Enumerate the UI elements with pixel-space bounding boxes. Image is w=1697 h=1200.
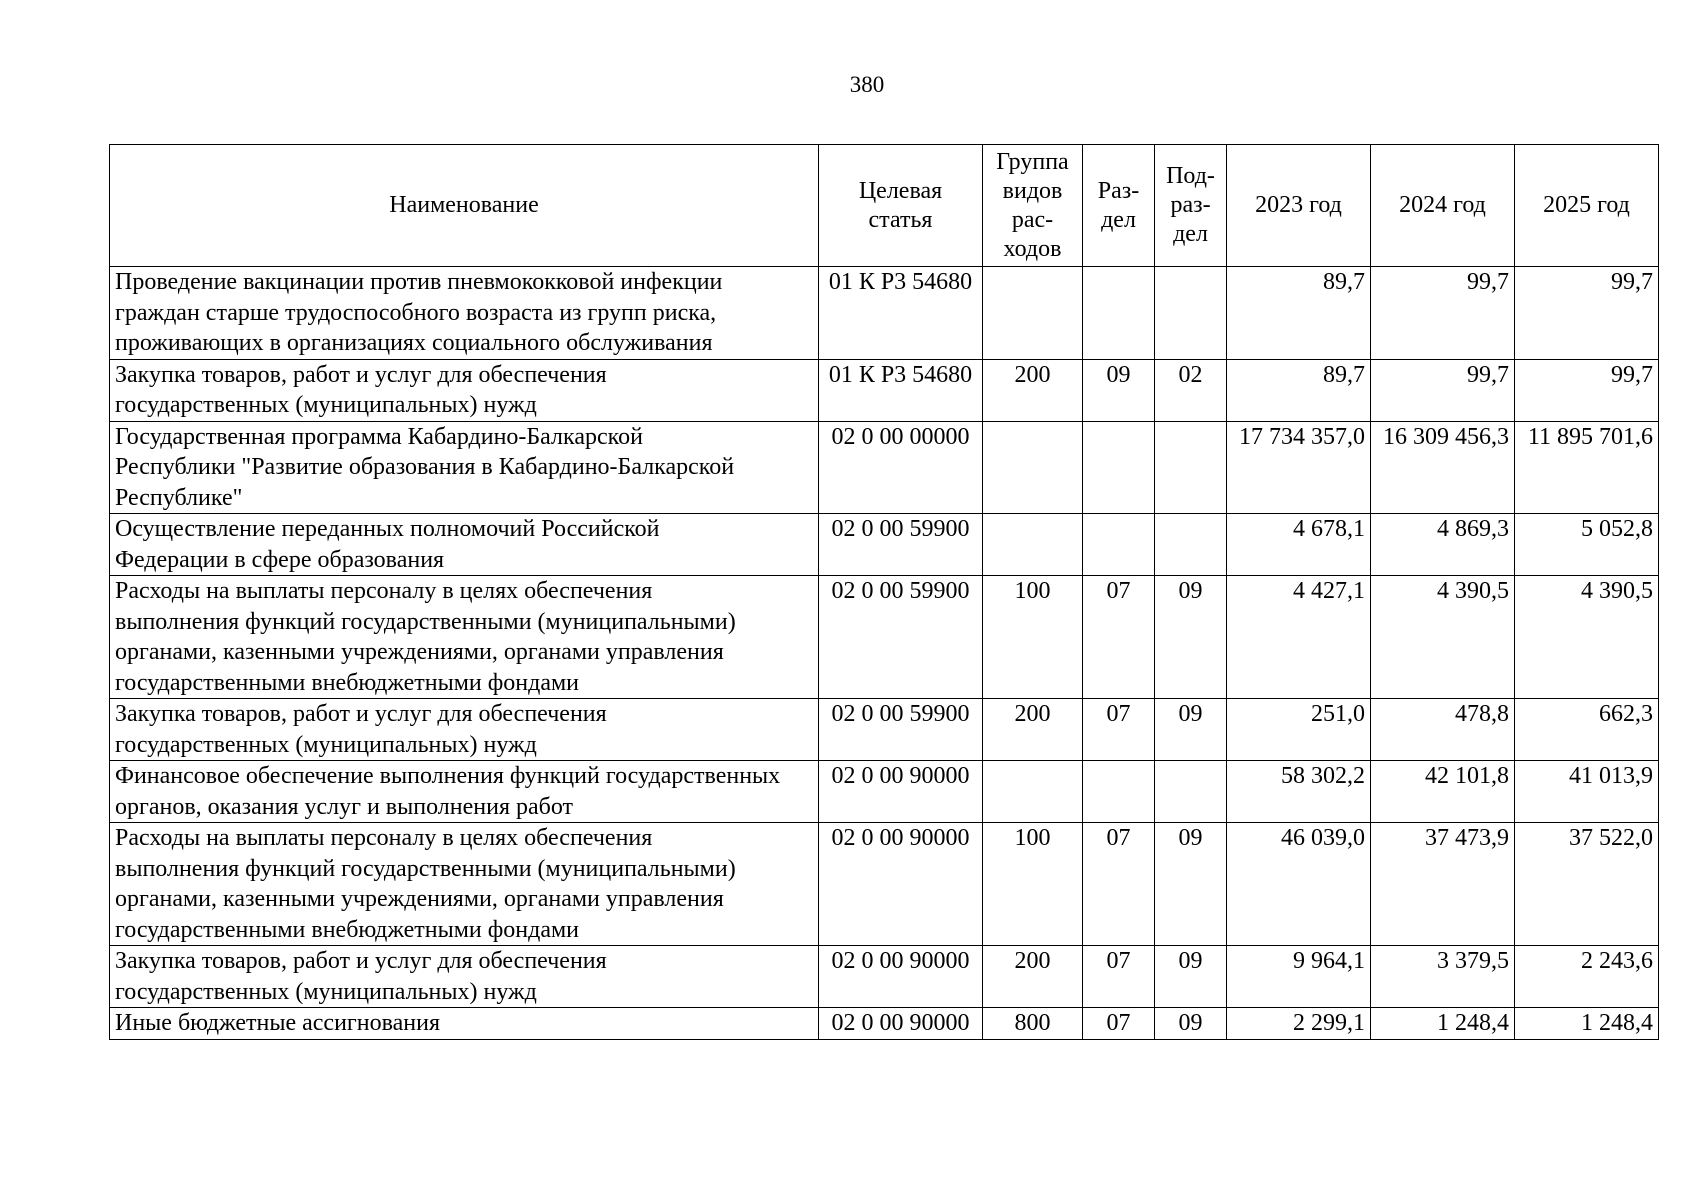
row-section: 07 <box>1083 576 1155 699</box>
row-2024: 3 379,5 <box>1371 946 1515 1008</box>
row-name: Финансовое обеспечение выполнения функций государственных органов, оказания услуг и выполнения работ <box>110 761 819 823</box>
row-section <box>1083 514 1155 576</box>
row-name: Закупка товаров, работ и услуг для обеспечения государственных (муниципальных) нужд <box>110 359 819 421</box>
row-name: Государственная программа Кабардино-Балкарской Республики "Развитие образования в Кабардино-Балкарской Республике" <box>110 421 819 514</box>
row-2025: 5 052,8 <box>1515 514 1659 576</box>
row-name: Проведение вакцинации против пневмококковой инфекции граждан старше трудоспособного возраста из групп риска, проживающих в организациях социального обслуживания <box>110 267 819 360</box>
row-code: 02 0 00 59900 <box>819 699 983 761</box>
budget-table <box>109 144 1659 1040</box>
row-2023: 89,7 <box>1227 359 1371 421</box>
row-2023: 251,0 <box>1227 699 1371 761</box>
row-subsection <box>1155 421 1227 514</box>
row-2024: 478,8 <box>1371 699 1515 761</box>
table-row <box>110 1008 1659 1040</box>
row-2025: 37 522,0 <box>1515 823 1659 946</box>
row-2023: 4 678,1 <box>1227 514 1371 576</box>
table-row <box>110 761 1659 823</box>
row-2024: 99,7 <box>1371 267 1515 360</box>
header-group: Группа видов рас- ходов <box>983 145 1083 267</box>
table-row <box>110 576 1659 699</box>
row-group: 200 <box>983 699 1083 761</box>
row-code: 02 0 00 59900 <box>819 514 983 576</box>
row-subsection <box>1155 267 1227 360</box>
row-subsection: 09 <box>1155 823 1227 946</box>
row-group: 100 <box>983 823 1083 946</box>
row-2023: 9 964,1 <box>1227 946 1371 1008</box>
row-2025: 1 248,4 <box>1515 1008 1659 1040</box>
row-2023: 46 039,0 <box>1227 823 1371 946</box>
row-section <box>1083 761 1155 823</box>
row-2024: 37 473,9 <box>1371 823 1515 946</box>
row-subsection: 09 <box>1155 576 1227 699</box>
row-subsection: 09 <box>1155 699 1227 761</box>
row-section <box>1083 421 1155 514</box>
row-code: 01 К Р3 54680 <box>819 359 983 421</box>
table-row <box>110 359 1659 421</box>
row-2024: 42 101,8 <box>1371 761 1515 823</box>
row-2025: 99,7 <box>1515 359 1659 421</box>
row-group <box>983 514 1083 576</box>
row-code: 01 К Р3 54680 <box>819 267 983 360</box>
row-code: 02 0 00 59900 <box>819 576 983 699</box>
row-2024: 4 390,5 <box>1371 576 1515 699</box>
table-row <box>110 267 1659 360</box>
row-code: 02 0 00 90000 <box>819 1008 983 1040</box>
row-code: 02 0 00 90000 <box>819 761 983 823</box>
row-group <box>983 761 1083 823</box>
row-group: 200 <box>983 359 1083 421</box>
row-section: 07 <box>1083 946 1155 1008</box>
row-subsection: 02 <box>1155 359 1227 421</box>
row-2023: 17 734 357,0 <box>1227 421 1371 514</box>
row-name: Расходы на выплаты персоналу в целях обеспечения выполнения функций государственными (муниципальными) органами, казенными учреждениями, органами управления государственными внебюджетными фондами <box>110 576 819 699</box>
table-row <box>110 699 1659 761</box>
row-section: 07 <box>1083 823 1155 946</box>
table-row <box>110 421 1659 514</box>
row-name: Расходы на выплаты персоналу в целях обеспечения выполнения функций государственными (муниципальными) органами, казенными учреждениями, органами управления государственными внебюджетными фондами <box>110 823 819 946</box>
header-2023: 2023 год <box>1227 145 1371 267</box>
header-section: Раз- дел <box>1083 145 1155 267</box>
row-section: 07 <box>1083 699 1155 761</box>
row-2023: 2 299,1 <box>1227 1008 1371 1040</box>
header-2024: 2024 год <box>1371 145 1515 267</box>
row-subsection <box>1155 514 1227 576</box>
row-code: 02 0 00 00000 <box>819 421 983 514</box>
row-2024: 4 869,3 <box>1371 514 1515 576</box>
row-2025: 99,7 <box>1515 267 1659 360</box>
row-2025: 4 390,5 <box>1515 576 1659 699</box>
row-name: Иные бюджетные ассигнования <box>110 1008 819 1040</box>
row-code: 02 0 00 90000 <box>819 823 983 946</box>
table-row <box>110 823 1659 946</box>
table-header-row <box>110 145 1659 267</box>
row-name: Закупка товаров, работ и услуг для обеспечения государственных (муниципальных) нужд <box>110 946 819 1008</box>
header-subsection: Под- раз- дел <box>1155 145 1227 267</box>
row-section: 07 <box>1083 1008 1155 1040</box>
row-section <box>1083 267 1155 360</box>
header-target: Целевая статья <box>819 145 983 267</box>
row-name: Закупка товаров, работ и услуг для обеспечения государственных (муниципальных) нужд <box>110 699 819 761</box>
row-group <box>983 267 1083 360</box>
row-2024: 99,7 <box>1371 359 1515 421</box>
row-name: Осуществление переданных полномочий Российской Федерации в сфере образования <box>110 514 819 576</box>
row-2023: 4 427,1 <box>1227 576 1371 699</box>
header-2025: 2025 год <box>1515 145 1659 267</box>
table-row <box>110 946 1659 1008</box>
row-group: 100 <box>983 576 1083 699</box>
row-code: 02 0 00 90000 <box>819 946 983 1008</box>
row-section: 09 <box>1083 359 1155 421</box>
row-subsection <box>1155 761 1227 823</box>
row-2025: 11 895 701,6 <box>1515 421 1659 514</box>
row-subsection: 09 <box>1155 1008 1227 1040</box>
row-group: 800 <box>983 1008 1083 1040</box>
row-2023: 58 302,2 <box>1227 761 1371 823</box>
page-number: 380 <box>849 72 885 97</box>
row-2024: 1 248,4 <box>1371 1008 1515 1040</box>
row-2024: 16 309 456,3 <box>1371 421 1515 514</box>
header-name: Наименование <box>110 145 819 267</box>
row-group: 200 <box>983 946 1083 1008</box>
row-2023: 89,7 <box>1227 267 1371 360</box>
row-subsection: 09 <box>1155 946 1227 1008</box>
row-2025: 41 013,9 <box>1515 761 1659 823</box>
table-row <box>110 514 1659 576</box>
row-2025: 2 243,6 <box>1515 946 1659 1008</box>
row-group <box>983 421 1083 514</box>
row-2025: 662,3 <box>1515 699 1659 761</box>
